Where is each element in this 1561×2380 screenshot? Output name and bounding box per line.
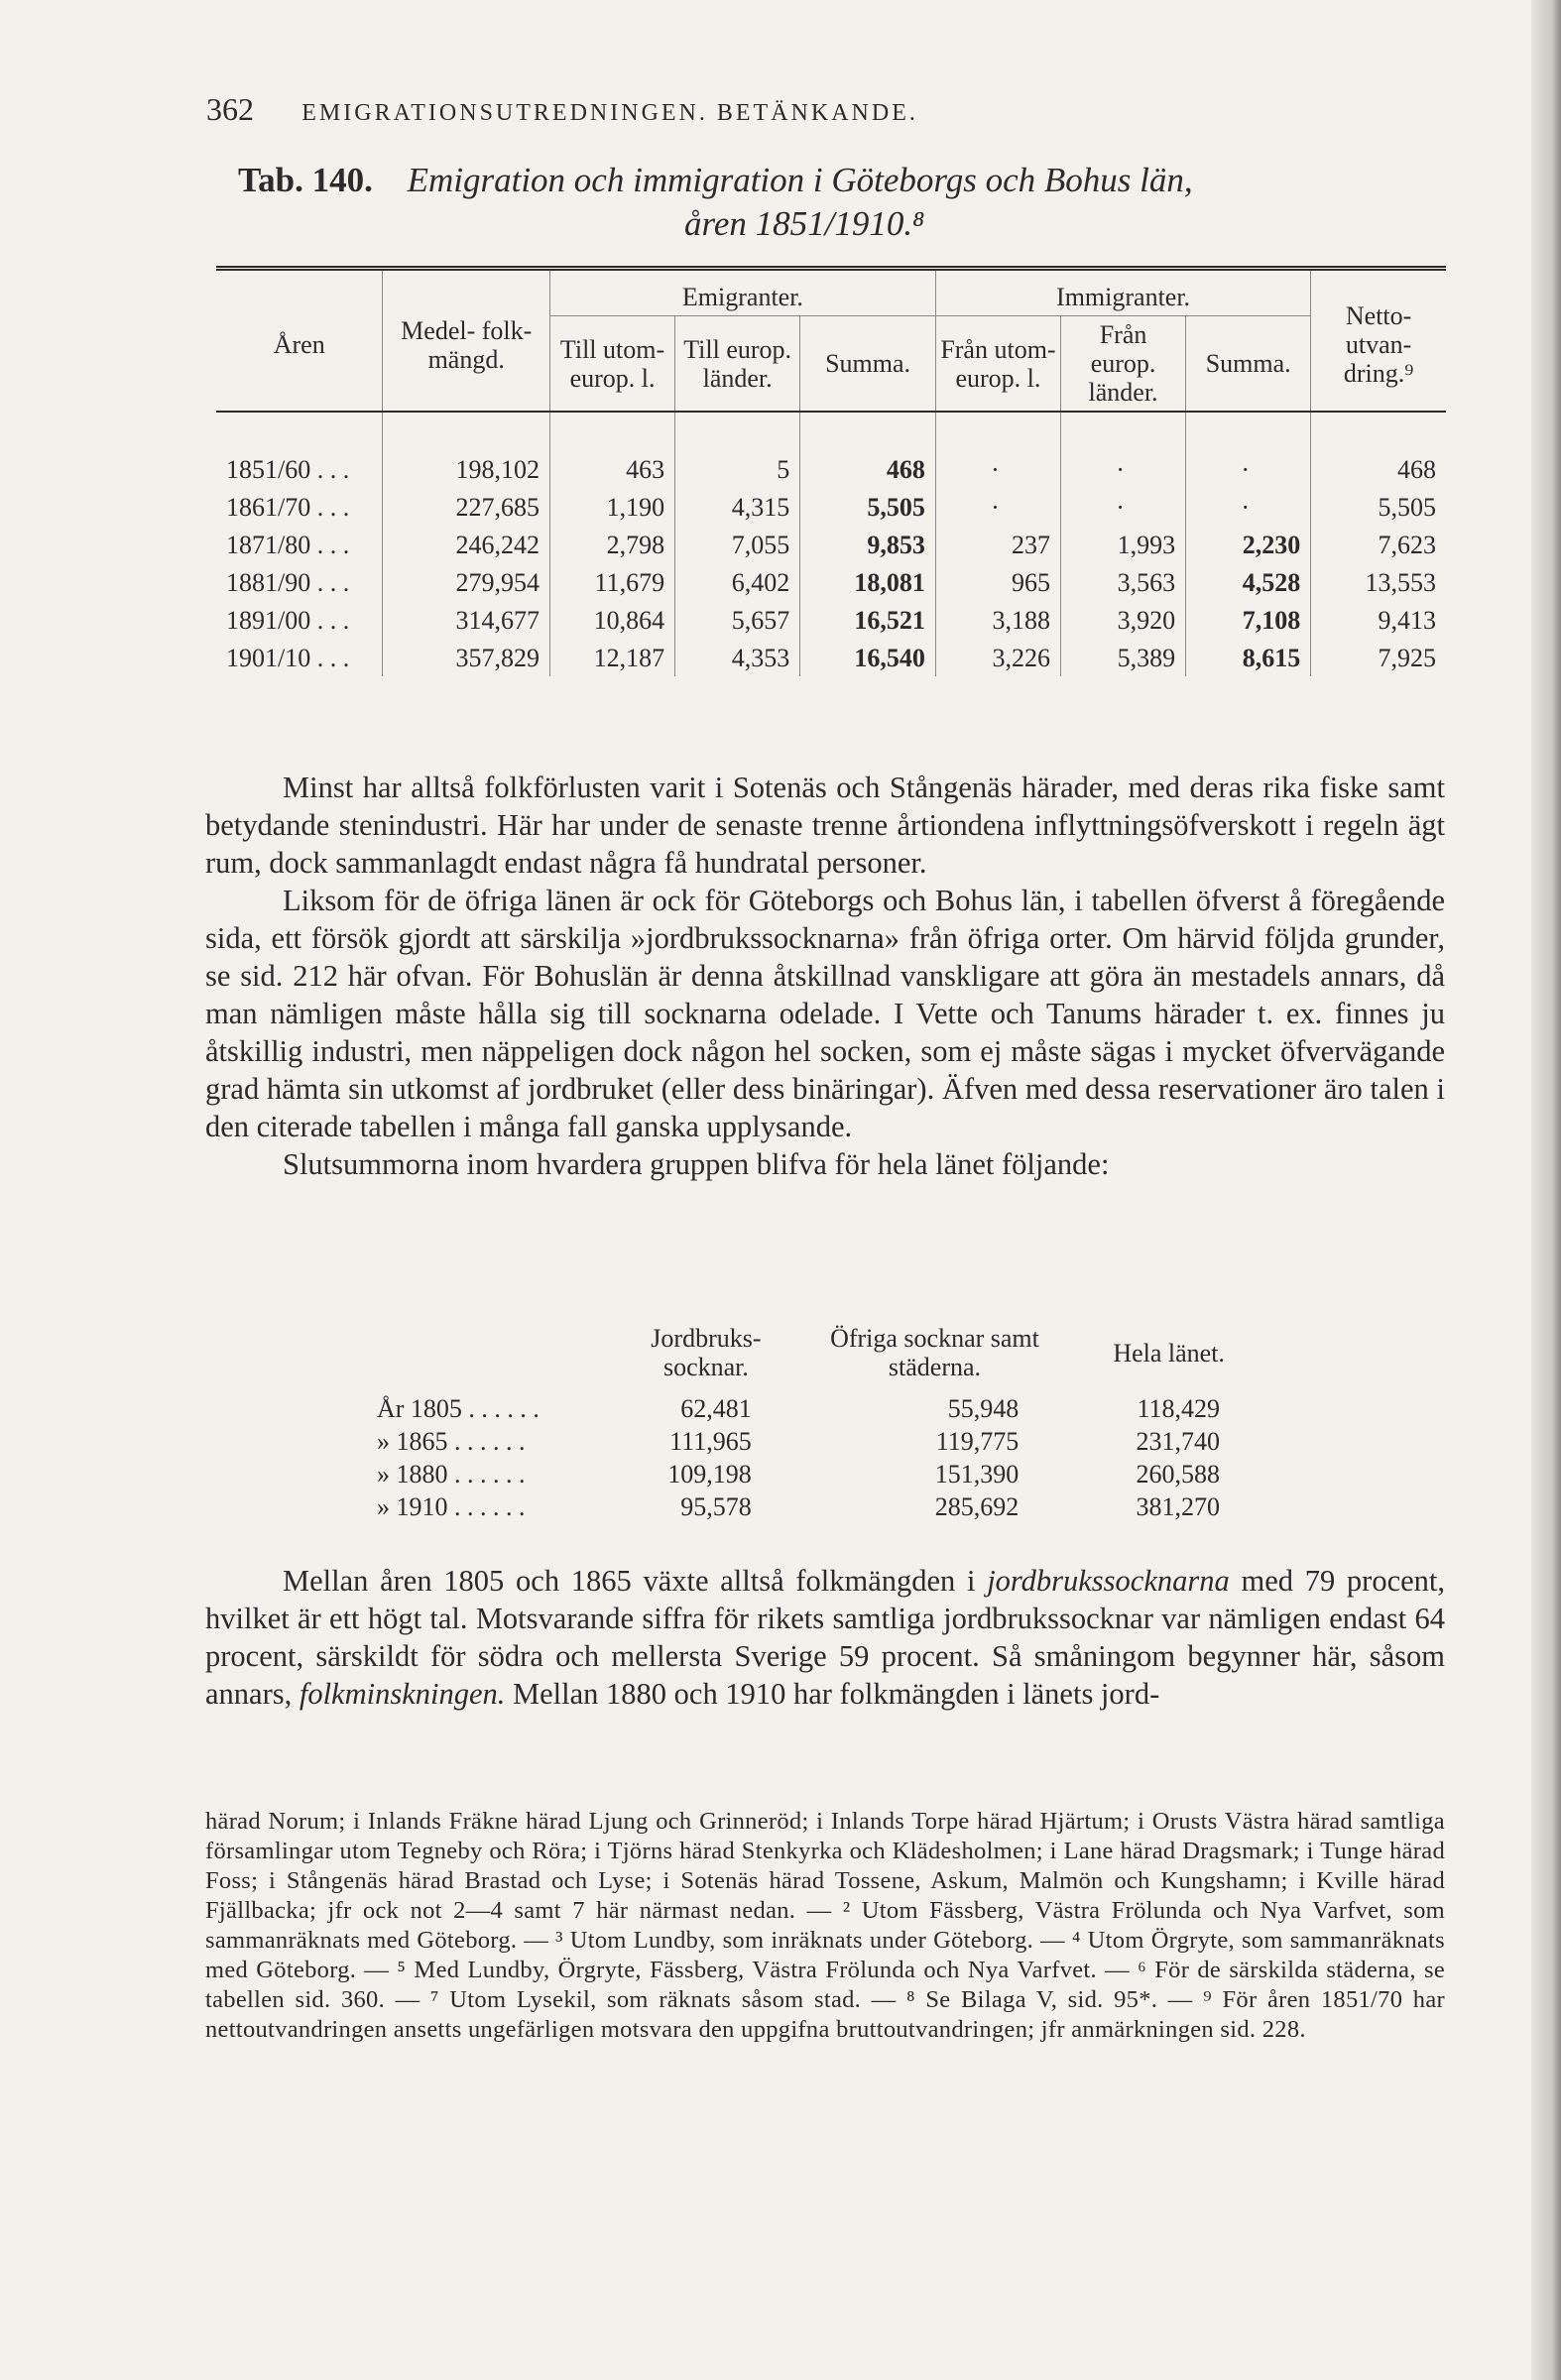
sum-cell-hela: 260,588: [1136, 1460, 1220, 1488]
cell-summa-i: 7,108: [1186, 601, 1311, 639]
cell-medel: 279,954: [383, 563, 550, 601]
footnote-text: härad Norum; i Inlands Fräkne härad Ljung och Grinneröd; i Inlands Torpe härad Hjärtum; i Orusts Västra härad samtliga församlingar utom Tegneby och Röra; i Tjörns härad Stenkyrka och Klädesholmen; i Lane härad Dragsmark; i Tunge härad Foss; i Stångenäs härad Brastad och Lyse; i Sotenäs härad Tossene, Askum, Malmön och Kungshamn; i Kville härad Fjällbacka; jfr ock not 2—4 samt 7 här närmast nedan. — ² Utom Fässberg, Västra Frölunda och Nya Varfvet, som sammanräknats med Göteborg. — ³ Utom Lundby, som inräknats under Göteborg. — ⁴ Utom Örgryte, som sammanräknats med Göteborg. — ⁵ Med Lundby, Örgryte, Fässberg, Västra Frölunda och Nya Varfvet. — ⁶ För de särskilda städerna, se tabellen sid. 360. — ⁷ Utom Lysekil, som räknats såsom stad. — ⁸ Se Bilaga V, sid. 95*. — ⁹ För åren 1851/70 har nettoutvandringen ansetts ungefärligen motsvara den uppgifna bruttoutvandringen; jfr anmärkningen sid. 228.: [205, 1808, 1445, 2043]
cell-netto: 13,553: [1311, 563, 1446, 601]
sum-header-jordbruk: Jordbruks- socknar.: [651, 1324, 762, 1381]
cell-till-europ: 4,315: [675, 488, 800, 526]
col-header-aren: Åren: [273, 330, 325, 359]
table-row: [377, 1489, 1269, 1522]
cell-year: 1881/90 . . .: [226, 568, 350, 597]
sum-cell-hela: 381,270: [1136, 1492, 1220, 1521]
table-row: [216, 601, 1446, 639]
emigration-table: [216, 266, 1446, 676]
cell-medel: 246,242: [383, 526, 550, 563]
emphasis-jordbrukssocknarna: jordbrukssocknarna: [987, 1564, 1230, 1598]
cell-year: 1901/10 . . .: [226, 644, 350, 672]
cell-year: 1891/00 . . .: [226, 606, 350, 635]
cell-fran-europ: ·: [1061, 488, 1186, 526]
table-caption-line1: Emigration och immigration i Göteborgs och Bohus län,: [407, 161, 1193, 199]
cell-year: 1851/60 . . .: [226, 455, 350, 484]
cell-netto: 5,505: [1311, 488, 1446, 526]
cell-year: 1861/70 . . .: [226, 493, 350, 522]
cell-till-utom: 10,864: [549, 601, 674, 639]
cell-summa-e: 16,540: [800, 639, 936, 676]
sum-cell-ofriga: 55,948: [947, 1394, 1020, 1423]
running-header: [206, 91, 1456, 128]
cell-summa-i: 2,230: [1186, 526, 1311, 563]
cell-fran-utom: ·: [935, 488, 1060, 526]
cell-till-utom: 11,679: [549, 563, 674, 601]
table-row: [377, 1391, 1269, 1424]
cell-fran-europ: ·: [1061, 412, 1186, 488]
body-text-continued: [205, 1562, 1445, 1713]
sum-cell-hela: 231,740: [1136, 1427, 1220, 1456]
cell-summa-e: 468: [800, 412, 936, 488]
col-header-till-utom: Till utom- europ. l.: [549, 316, 674, 413]
cell-till-utom: 463: [549, 412, 674, 488]
cell-till-europ: 4,353: [675, 639, 800, 676]
cell-summa-i: ·: [1186, 488, 1311, 526]
table-title: [238, 159, 1428, 246]
cell-fran-utom: 237: [935, 526, 1060, 563]
cell-fran-europ: 3,563: [1061, 563, 1186, 601]
cell-summa-i: 8,615: [1186, 639, 1311, 676]
cell-till-europ: 5,657: [675, 601, 800, 639]
footnotes: [205, 1807, 1445, 2045]
body-text: [205, 769, 1445, 1183]
cell-netto: 7,623: [1311, 526, 1446, 563]
sum-cell-jordbruk: 111,965: [669, 1427, 752, 1456]
cell-fran-europ: 1,993: [1061, 526, 1186, 563]
sum-cell-jordbruk: 95,578: [680, 1492, 752, 1521]
cell-netto: 9,413: [1311, 601, 1446, 639]
cell-till-europ: 7,055: [675, 526, 800, 563]
cell-fran-utom: 3,226: [935, 639, 1060, 676]
sum-cell-year: » 1910 . . . . . .: [377, 1492, 526, 1521]
paragraph: Mellan åren 1805 och 1865 växte alltså folkmängden i jordbrukssocknarna med 79 procent, hvilket är ett högt tal. Motsvarande siffra för rikets samtliga jordbrukssocknar var nämligen endast 64 procent, särskildt för södra och mellersta Sverige 59 procent. Så småningom begynner här, såsom annars, folkminskningen. Mellan 1880 och 1910 har folkmängden i länets jord-: [205, 1564, 1445, 1711]
cell-fran-utom: 3,188: [935, 601, 1060, 639]
cell-summa-e: 9,853: [800, 526, 936, 563]
cell-netto: 7,925: [1311, 639, 1446, 676]
cell-summa-i: 4,528: [1186, 563, 1311, 601]
page-edge-shadow: [1531, 0, 1561, 2380]
col-header-netto: Netto- utvan- dring.⁹: [1311, 269, 1446, 413]
col-header-immigranter: Immigranter.: [935, 269, 1310, 316]
cell-fran-europ: 5,389: [1061, 639, 1186, 676]
sum-cell-ofriga: 119,775: [935, 1427, 1020, 1456]
table-number: Tab. 140.: [238, 161, 373, 199]
paragraph: Slutsummorna inom hvardera gruppen blifva för hela länet följande:: [283, 1147, 1110, 1181]
sum-cell-jordbruk: 109,198: [667, 1460, 752, 1488]
cell-till-utom: 1,190: [549, 488, 674, 526]
sum-cell-jordbruk: 62,481: [680, 1394, 752, 1423]
sum-cell-year: » 1865 . . . . . .: [377, 1427, 526, 1456]
table-row: [377, 1424, 1269, 1457]
cell-netto: 468: [1311, 412, 1446, 488]
table-row: [216, 412, 1446, 488]
cell-summa-e: 16,521: [800, 601, 936, 639]
cell-till-utom: 12,187: [549, 639, 674, 676]
sum-header-hela: Hela länet.: [1113, 1338, 1225, 1368]
cell-till-utom: 2,798: [549, 526, 674, 563]
col-header-medel: Medel- folk- mängd.: [383, 269, 550, 413]
paragraph: Liksom för de öfriga länen är ock för Göteborgs och Bohus län, i tabellen öfverst å föregående sida, ett försök gjordt att särskilja »jordbrukssocknarna» från öfriga orter. Om härvid följda grunder, se sid. 212 här ofvan. För Bohuslän är denna åtskillnad vanskligare att göra än mestadels annars, då man nämligen måste hålla sig till socknarna odelade. I Vette och Tanums härader t. ex. finnes ju åtskillig industri, men näppeligen dock någon hel socken, som ej måste sägas i mycket öfvervägande grad hämta sin utkomst af jordbruket (eller dess binäringar). Äfven med dessa reservationer äro talen i den citerade tabellen i många fall ganska upplysande.: [205, 884, 1445, 1143]
table-row: [216, 563, 1446, 601]
sum-cell-year: År 1805 . . . . . .: [377, 1394, 540, 1423]
cell-summa-e: 18,081: [800, 563, 936, 601]
cell-year: 1871/80 . . .: [226, 531, 350, 559]
cell-medel: 357,829: [383, 639, 550, 676]
cell-fran-europ: 3,920: [1061, 601, 1186, 639]
cell-till-europ: 5: [675, 412, 800, 488]
cell-medel: 227,685: [383, 488, 550, 526]
cell-medel: 314,677: [383, 601, 550, 639]
sum-header-ofriga: Öfriga socknar samt städerna.: [830, 1324, 1039, 1381]
sum-cell-ofriga: 285,692: [934, 1492, 1020, 1521]
table-caption-line2: åren 1851/1910.⁸: [684, 204, 925, 243]
table-row: [216, 639, 1446, 676]
sum-cell-ofriga: 151,390: [934, 1460, 1020, 1488]
page-number: 362: [206, 91, 254, 127]
col-header-summa-i: Summa.: [1186, 316, 1311, 413]
summary-table: [377, 1324, 1269, 1522]
cell-fran-utom: 965: [935, 563, 1060, 601]
col-header-till-europ: Till europ. länder.: [675, 316, 800, 413]
sum-cell-hela: 118,429: [1137, 1394, 1220, 1423]
table-row: [216, 526, 1446, 563]
cell-summa-i: ·: [1186, 412, 1311, 488]
col-header-emigranter: Emigranter.: [549, 269, 935, 316]
cell-summa-e: 5,505: [800, 488, 936, 526]
col-header-fran-utom: Från utom- europ. l.: [935, 316, 1060, 413]
cell-medel: 198,102: [383, 412, 550, 488]
table-row: [377, 1457, 1269, 1489]
cell-till-europ: 6,402: [675, 563, 800, 601]
col-header-summa-e: Summa.: [800, 316, 936, 413]
emphasis-folkminskningen: folkminskningen.: [299, 1677, 506, 1711]
col-header-fran-europ: Från europ. länder.: [1061, 316, 1186, 413]
cell-fran-utom: ·: [935, 412, 1060, 488]
sum-cell-year: » 1880 . . . . . .: [377, 1460, 526, 1488]
running-title: EMIGRATIONSUTREDNINGEN. BETÄNKANDE.: [301, 100, 918, 126]
paragraph: Minst har alltså folkförlusten varit i Sotenäs och Stångenäs härader, med deras rika fiske samt betydande stenindustri. Här har under de senaste trenne årtiondena inflyttningsöfverskott i regeln ägt rum, dock sammanlagdt endast några få hundratal personer.: [205, 771, 1445, 880]
table-row: [216, 488, 1446, 526]
